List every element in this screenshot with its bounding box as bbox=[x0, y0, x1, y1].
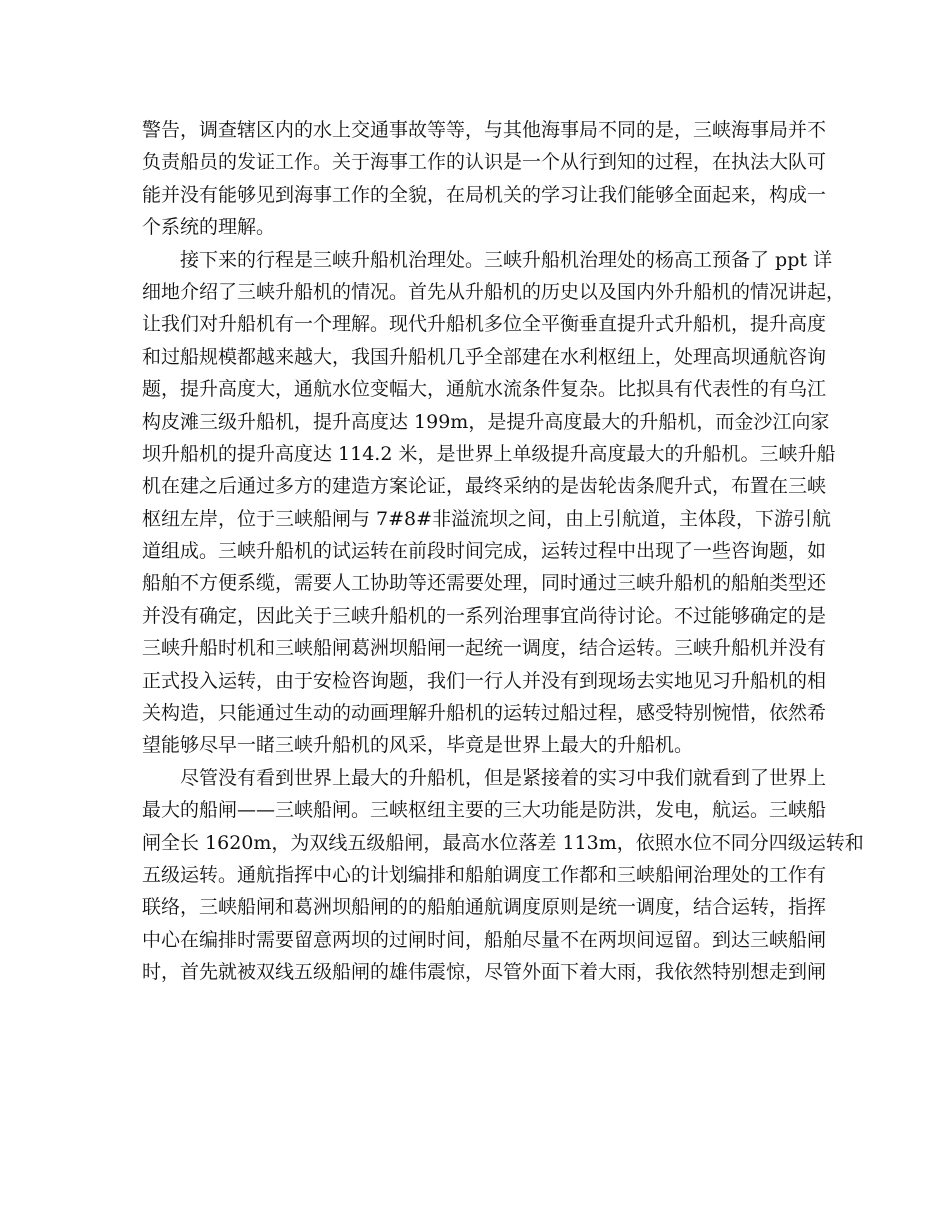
text-line: 关构造，只能通过生动的动画理解升船机的运转过船过程，感受特别惋惜，依然希 bbox=[142, 702, 827, 725]
text-line: 能并没有能够见到海事工作的全貌，在局机关的学习让我们能够全面起来，构成一 bbox=[142, 183, 827, 206]
text-line: 和过船规模都越来越大，我国升船机几乎全部建在水利枢纽上，处理高坝通航咨询 bbox=[142, 345, 827, 368]
text-line: 道组成。三峡升船机的试运转在前段时间完成，运转过程中出现了一些咨询题，如 bbox=[142, 540, 827, 563]
text-line: 细地介绍了三峡升船机的情况。首先从升船机的历史以及国内外升船机的情况讲起， bbox=[142, 280, 846, 303]
text-line: 让我们对升船机有一个理解。现代升船机多位全平衡垂直提升式升船机，提升高度 bbox=[142, 313, 827, 336]
text-line: 负责船员的发证工作。关于海事工作的认识是一个从行到知的过程，在执法大队可 bbox=[142, 151, 827, 174]
text-line: 闸全长 1620m，为双线五级船闸，最高水位落差 113m，依照水位不同分四级运转和 bbox=[142, 831, 864, 854]
text-line: 最大的船闸——三峡船闸。三峡枢纽主要的三大功能是防洪，发电，航运。三峡船 bbox=[142, 799, 827, 822]
text-line: 题，提升高度大，通航水位变幅大，通航水流条件复杂。比拟具有代表性的有乌江 bbox=[142, 378, 827, 401]
paragraph-start-line: 接下来的行程是三峡升船机治理处。三峡升船机治理处的杨高工预备了 ppt 详 bbox=[180, 248, 833, 271]
text-line: 正式投入运转，由于安检咨询题，我们一行人并没有到现场去实地见习升船机的相 bbox=[142, 669, 827, 692]
text-line: 警告，调查辖区内的水上交通事故等等，与其他海事局不同的是，三峡海事局并不 bbox=[142, 119, 827, 141]
text-line: 构皮滩三级升船机，提升高度达 199m，是提升高度最大的升船机，而金沙江向家 bbox=[142, 410, 830, 433]
text-line: 坝升船机的提升高度达 114.2 米，是世界上单级提升高度最大的升船机。三峡升船 bbox=[142, 442, 836, 465]
text-line: 望能够尽早一睹三峡升船机的风采，毕竟是世界上最大的升船机。 bbox=[142, 734, 694, 757]
text-line: 五级运转。通航指挥中心的计划编排和船舶调度工作都和三峡船闸治理处的工作有 bbox=[142, 863, 827, 886]
paragraph-start-line: 尽管没有看到世界上最大的升船机，但是紧接着的实习中我们就看到了世界上 bbox=[180, 766, 827, 789]
text-line: 三峡升船时机和三峡船闸葛洲坝船闸一起统一调度，结合运转。三峡升船机并没有 bbox=[142, 637, 827, 660]
text-line: 联络，三峡船闸和葛洲坝船闸的的船舶通航调度原则是统一调度，结合运转，指挥 bbox=[142, 896, 827, 919]
text-line: 时，首先就被双线五级船闸的雄伟震惊，尽管外面下着大雨，我依然特别想走到闸 bbox=[142, 961, 827, 984]
text-line: 船舶不方便系缆，需要人工协助等还需要处理，同时通过三峡升船机的船舶类型还 bbox=[142, 572, 827, 595]
text-line: 中心在编排时需要留意两坝的过闸时间，船舶尽量不在两坝间逗留。到达三峡船闸 bbox=[142, 928, 827, 951]
text-line: 个系统的理解。 bbox=[142, 216, 276, 239]
text-line: 枢纽左岸，位于三峡船闸与 7#8#非溢流坝之间，由上引航道，主体段，下游引航 bbox=[142, 507, 832, 530]
body-text bbox=[142, 114, 864, 989]
text-line: 机在建之后通过多方的建造方案论证，最终采纳的是齿轮齿条爬升式，布置在三峡 bbox=[142, 475, 827, 498]
text-line: 并没有确定，因此关于三峡升船机的一系列治理事宜尚待讨论。不过能够确定的是 bbox=[142, 604, 827, 627]
